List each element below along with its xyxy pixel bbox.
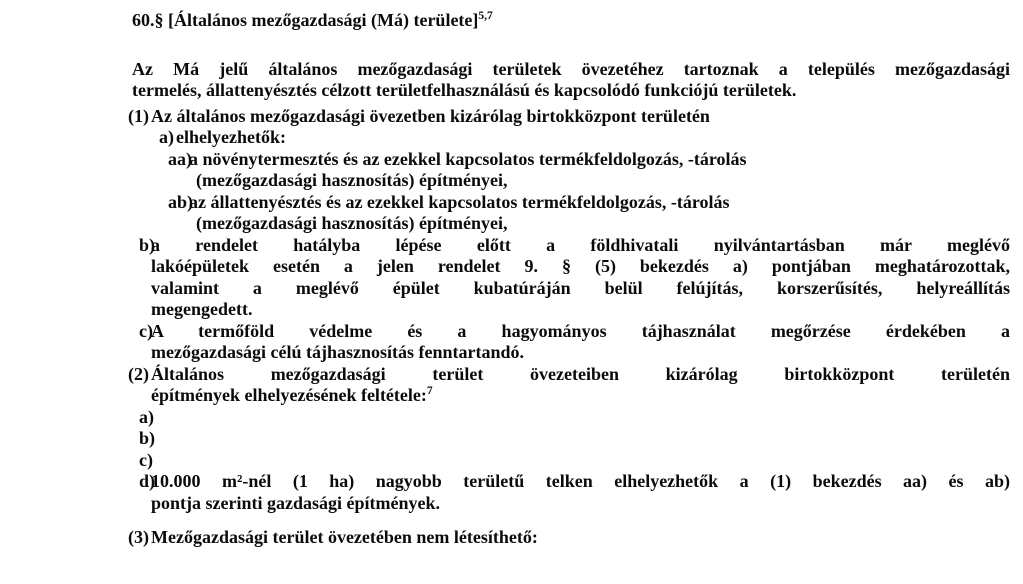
list-item-2b: [128, 428, 1010, 450]
item-line: mezőgazdasági célú tájhasznosítás fenntartandó.: [151, 342, 524, 362]
item-label: a): [139, 406, 154, 427]
list-item-1a-ab: [128, 192, 1010, 235]
list-item-1a-aa: [128, 149, 1010, 192]
item-line: A termőföld védelme és a hagyományos tájhasználat megőrzése érdekében a: [151, 320, 1010, 341]
item-line: Általános mezőgazdasági terület övezeteiben kizárólag birtokközpont területén: [151, 363, 1010, 384]
item-line: pontja szerinti gazdasági építmények.: [151, 492, 440, 513]
list-item-2: [128, 364, 1010, 407]
item-line: valamint a meglévő épület kubatúráján belül felújítás, korszerűsítés, helyreállítás: [151, 277, 1010, 298]
item-line: a növénytermesztés és az ezekkel kapcsolatos termékfeldolgozás, -tárolás: [189, 148, 747, 169]
item-line-text: építmények elhelyezésének feltétele:: [151, 385, 427, 405]
item-line: elhelyezhetők:: [176, 127, 286, 147]
item-line: Az általános mezőgazdasági övezetben kizárólag birtokközpont területén: [151, 105, 710, 126]
list-item-2d: [128, 471, 1010, 514]
item-label: d): [139, 471, 156, 491]
item-line: 10.000 m²-nél (1 ha) nagyobb területű telken elhelyezhetők a (1) bekezdés aa) és ab): [151, 471, 1010, 491]
section-heading: [132, 10, 1010, 32]
item-label: ab): [168, 191, 194, 212]
intro-paragraph: [132, 59, 1010, 102]
heading-footnote-superscript: 5,7: [478, 10, 493, 22]
paragraph-line: termelés, állattenyésztés célzott területfelhasználású és kapcsolódó funkciójú területek.: [132, 80, 797, 100]
list-item-2a: [128, 407, 1010, 429]
item-label: aa): [168, 148, 192, 169]
item-label: (3): [128, 527, 149, 547]
item-line: a rendelet hatályba lépése előtt a földhivatali nyilvántartásban már meglévő: [151, 234, 1010, 255]
list-item-1b: [128, 235, 1010, 321]
item-label: (2): [128, 363, 149, 384]
item-line: (mezőgazdasági hasznosítás) építményei,: [196, 170, 508, 190]
item-line: (mezőgazdasági hasznosítás) építményei,: [196, 213, 508, 233]
item-line: lakóépületek esetén a jelen rendelet 9. § (5) bekezdés a) pontjában meghatározottak,: [151, 256, 1010, 276]
item-line: [151, 385, 1010, 407]
list-item-3: [128, 527, 1010, 549]
list-item-2c: [128, 450, 1010, 472]
section-heading-text: 60.§ [Általános mezőgazdasági (Má) területe]: [132, 10, 479, 30]
item-line: megengedett.: [151, 299, 253, 319]
item-label: a): [159, 127, 174, 147]
item-label: b): [139, 428, 156, 448]
item-line: az állattenyésztés és az ezekkel kapcsolatos termékfeldolgozás, -tárolás: [189, 191, 730, 212]
item-label: c): [139, 449, 153, 470]
list-item-1a: [128, 127, 1010, 149]
paragraph-line: Az Má jelű általános mezőgazdasági területek övezetéhez tartoznak a település mezőgazdasági: [132, 58, 1010, 79]
list-item-1c: [128, 321, 1010, 364]
item-label: (1): [128, 105, 149, 126]
item-line: Mezőgazdasági terület övezetében nem létesíthető:: [151, 527, 538, 547]
item-label: c): [139, 320, 153, 341]
footnote-superscript: 7: [426, 385, 433, 397]
item-label: b): [139, 234, 156, 255]
list-item-1: [128, 106, 1010, 128]
